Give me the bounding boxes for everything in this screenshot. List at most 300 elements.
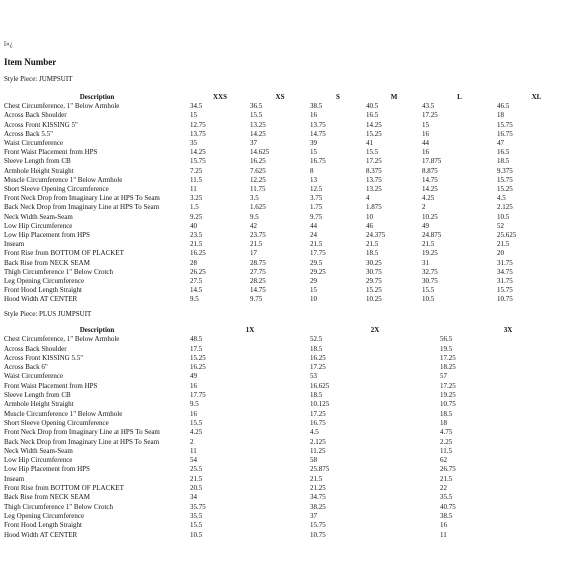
table-row xyxy=(4,157,576,166)
measurement-value: 16.25 xyxy=(190,249,206,258)
measurement-value: 17.875 xyxy=(422,157,442,166)
measurement-value: 29 xyxy=(310,277,317,286)
measurement-value: 3.75 xyxy=(310,194,323,203)
measurement-value: 4.75 xyxy=(440,428,453,437)
measurement-value: 10.75 xyxy=(310,530,326,539)
size-header: 3X xyxy=(503,326,513,334)
table-row xyxy=(4,249,576,258)
measurement-description: Low Hip Placement from HPS xyxy=(4,231,90,240)
measurement-value: 21.5 xyxy=(366,240,379,249)
measurement-value: 11 xyxy=(190,185,197,194)
measurement-value: 18.5 xyxy=(497,157,510,166)
measurement-value: 15.25 xyxy=(497,185,513,194)
measurement-value: 18 xyxy=(440,418,447,427)
measurement-description: Inseam xyxy=(4,240,25,249)
table-row xyxy=(4,465,576,474)
measurement-description: Front Neck Drop from Imaginary Line at HPS To Seam xyxy=(4,194,160,203)
measurement-value: 10.25 xyxy=(422,212,438,221)
measurement-value: 19.25 xyxy=(422,249,438,258)
measurement-value: 21.5 xyxy=(190,240,203,249)
measurement-value: 23.5 xyxy=(190,231,203,240)
description-header: Description xyxy=(79,93,115,101)
table-row xyxy=(4,240,576,249)
table-row xyxy=(4,345,576,354)
measurement-description: Back Rise from NECK SEAM xyxy=(4,493,90,502)
description-header: Description xyxy=(79,326,115,334)
measurement-description: Low Hip Placement from HPS xyxy=(4,465,90,474)
measurement-value: 13.25 xyxy=(366,185,382,194)
measurement-value: 25.875 xyxy=(310,465,330,474)
measurement-value: 11.5 xyxy=(440,446,452,455)
measurement-description: Chest Circumference, 1" Below Armhole xyxy=(4,335,120,344)
measurement-value: 13.75 xyxy=(190,129,206,138)
measurement-value: 1.75 xyxy=(310,203,323,212)
measurement-description: Front Rise from BOTTOM OF PLACKET xyxy=(4,484,124,493)
measurement-value: 31.75 xyxy=(497,277,513,286)
measurement-description: Hood Width AT CENTER xyxy=(4,295,78,304)
measurement-value: 16.25 xyxy=(190,363,206,372)
measurement-value: 16.75 xyxy=(497,129,513,138)
measurement-description: Neck Width Seam-Seam xyxy=(4,212,73,221)
table-row xyxy=(4,428,576,437)
jumpsuit-table-body xyxy=(4,102,576,304)
table-row xyxy=(4,335,576,344)
measurement-value: 14.25 xyxy=(250,129,266,138)
measurement-description: Neck Width Seam-Seam xyxy=(4,446,73,455)
measurement-value: 21.5 xyxy=(250,240,263,249)
measurement-value: 9.75 xyxy=(310,212,323,221)
measurement-value: 36.5 xyxy=(250,102,263,111)
measurement-description: Short Sleeve Opening Circumference xyxy=(4,185,109,194)
measurement-value: 17.5 xyxy=(190,344,203,353)
measurement-value: 16 xyxy=(190,409,197,418)
measurement-value: 34 xyxy=(190,493,197,502)
table-row xyxy=(4,222,576,231)
measurement-value: 18.5 xyxy=(366,249,379,258)
measurement-value: 15 xyxy=(422,120,429,129)
measurement-value: 12.5 xyxy=(310,185,323,194)
table-row xyxy=(4,456,576,465)
measurement-value: 17.25 xyxy=(310,363,326,372)
measurement-value: 17.75 xyxy=(190,391,206,400)
measurement-value: 28.75 xyxy=(250,258,266,267)
measurement-value: 37 xyxy=(310,511,317,520)
measurement-value: 8 xyxy=(310,166,314,175)
measurement-value: 14.75 xyxy=(310,129,326,138)
measurement-value: 11 xyxy=(190,446,197,455)
measurement-value: 21.5 xyxy=(310,240,323,249)
measurement-description: Armhole Height Straight xyxy=(4,400,74,409)
measurement-value: 26.75 xyxy=(440,465,456,474)
table-row xyxy=(4,493,576,502)
measurement-value: 30.75 xyxy=(366,267,382,276)
measurement-value: 18.5 xyxy=(440,409,453,418)
measurement-value: 58 xyxy=(310,456,317,465)
measurement-value: 18 xyxy=(497,111,504,120)
measurement-description: Across Back 5.5" xyxy=(4,129,53,138)
measurement-value: 16 xyxy=(422,148,429,157)
measurement-value: 53 xyxy=(310,372,317,381)
measurement-value: 10.75 xyxy=(440,400,456,409)
measurement-value: 40.75 xyxy=(440,502,456,511)
table-row xyxy=(4,277,576,286)
measurement-description: Hood Width AT CENTER xyxy=(4,530,78,539)
table-header-row xyxy=(4,326,576,335)
encoding-glyph: ï»¿ xyxy=(4,40,13,48)
measurement-description: Thigh Circumference 1" Below Crotch xyxy=(4,267,113,276)
measurement-value: 10 xyxy=(366,212,373,221)
measurement-value: 13.75 xyxy=(366,175,382,184)
measurement-value: 15.5 xyxy=(250,111,263,120)
table-row xyxy=(4,286,576,295)
measurement-value: 15.25 xyxy=(366,129,382,138)
table-row xyxy=(4,148,576,157)
measurement-value: 15.75 xyxy=(497,120,513,129)
measurement-value: 25.5 xyxy=(190,465,203,474)
measurement-value: 10 xyxy=(310,295,317,304)
measurement-value: 24 xyxy=(310,231,317,240)
measurement-value: 15.5 xyxy=(190,418,203,427)
table-row xyxy=(4,185,576,194)
measurement-value: 14.75 xyxy=(422,175,438,184)
measurement-value: 15.5 xyxy=(366,148,379,157)
measurement-value: 26.25 xyxy=(190,267,206,276)
measurement-description: Across Back Shoulder xyxy=(4,344,67,353)
measurement-value: 15.5 xyxy=(190,521,203,530)
table-row xyxy=(4,372,576,381)
measurement-value: 39 xyxy=(310,139,317,148)
table-row xyxy=(4,121,576,130)
measurement-description: Thigh Circumference 1" Below Crotch xyxy=(4,502,113,511)
measurement-value: 38.5 xyxy=(310,102,323,111)
measurement-value: 40 xyxy=(190,221,197,230)
size-header: 2X xyxy=(370,326,380,334)
table-row xyxy=(4,410,576,419)
measurement-value: 38.5 xyxy=(440,511,453,520)
measurement-value: 16.625 xyxy=(310,381,330,390)
measurement-value: 42 xyxy=(250,221,257,230)
measurement-value: 9.5 xyxy=(250,212,259,221)
size-header: M xyxy=(390,93,398,101)
measurement-value: 11.25 xyxy=(310,446,326,455)
measurement-value: 25.625 xyxy=(497,231,517,240)
measurement-description: Front Waist Placement from HPS xyxy=(4,381,98,390)
measurement-value: 29.75 xyxy=(366,277,382,286)
measurement-value: 15.75 xyxy=(190,157,206,166)
measurement-value: 24.375 xyxy=(366,231,386,240)
measurement-value: 15.75 xyxy=(497,175,513,184)
measurement-value: 28.25 xyxy=(250,277,266,286)
measurement-value: 44 xyxy=(422,139,429,148)
size-header: XXS xyxy=(212,93,227,101)
measurement-value: 20 xyxy=(497,249,504,258)
table-header-row xyxy=(4,93,576,102)
plus-jumpsuit-measurement-table xyxy=(4,326,576,540)
table-row xyxy=(4,512,576,521)
measurement-value: 15 xyxy=(310,286,317,295)
measurement-value: 13.75 xyxy=(310,120,326,129)
measurement-value: 18.5 xyxy=(310,391,323,400)
size-header: S xyxy=(336,93,340,101)
measurement-value: 31 xyxy=(422,258,429,267)
measurement-description: Front Waist Placement from HPS xyxy=(4,148,98,157)
measurement-description: Sleeve Length from CB xyxy=(4,391,71,400)
measurement-value: 10.5 xyxy=(422,295,435,304)
measurement-value: 52 xyxy=(497,221,504,230)
measurement-value: 41 xyxy=(366,139,373,148)
measurement-value: 56.5 xyxy=(440,335,453,344)
measurement-description: Across Back 6" xyxy=(4,363,48,372)
measurement-value: 15 xyxy=(190,111,197,120)
measurement-value: 12.25 xyxy=(250,175,266,184)
measurement-value: 3.5 xyxy=(250,194,259,203)
measurement-value: 16 xyxy=(190,381,197,390)
measurement-value: 52.5 xyxy=(310,335,323,344)
measurement-description: Armhole Height Straight xyxy=(4,166,74,175)
measurement-value: 16 xyxy=(310,111,317,120)
measurement-value: 4.5 xyxy=(497,194,506,203)
measurement-value: 15.25 xyxy=(190,353,206,362)
measurement-description: Chest Circumference, 1" Below Armhole xyxy=(4,102,120,111)
measurement-value: 57 xyxy=(440,372,447,381)
table-row xyxy=(4,531,576,540)
measurement-value: 11 xyxy=(440,530,447,539)
table-row xyxy=(4,213,576,222)
table-row xyxy=(4,295,576,304)
measurement-description: Inseam xyxy=(4,474,25,483)
measurement-description: Across Front KISSING 5" xyxy=(4,120,78,129)
measurement-value: 35 xyxy=(190,139,197,148)
measurement-value: 1.625 xyxy=(250,203,266,212)
measurement-value: 17.25 xyxy=(366,157,382,166)
measurement-value: 43.5 xyxy=(422,102,435,111)
measurement-value: 8.375 xyxy=(366,166,382,175)
measurement-description: Back Neck Drop from Imaginary Line at HPS To Seam xyxy=(4,203,160,212)
measurement-value: 1.875 xyxy=(366,203,382,212)
measurement-description: Across Front KISSING 5.5" xyxy=(4,353,84,362)
measurement-value: 16.25 xyxy=(310,353,326,362)
measurement-value: 21.5 xyxy=(310,474,323,483)
measurement-value: 35.5 xyxy=(190,511,203,520)
measurement-value: 19.25 xyxy=(440,391,456,400)
measurement-value: 34.5 xyxy=(190,102,203,111)
measurement-description: Short Sleeve Opening Circumference xyxy=(4,418,109,427)
measurement-value: 21.5 xyxy=(440,474,453,483)
size-header: XS xyxy=(275,93,285,101)
measurement-value: 22 xyxy=(440,484,447,493)
measurement-value: 13 xyxy=(310,175,317,184)
size-header: 1X xyxy=(245,326,255,334)
measurement-value: 1.5 xyxy=(190,203,199,212)
table-row xyxy=(4,382,576,391)
table-row xyxy=(4,438,576,447)
measurement-value: 24.875 xyxy=(422,231,442,240)
table-row xyxy=(4,363,576,372)
measurement-value: 30.25 xyxy=(366,258,382,267)
table-row xyxy=(4,111,576,120)
table-row xyxy=(4,203,576,212)
measurement-value: 2 xyxy=(190,437,194,446)
measurement-value: 17.75 xyxy=(310,249,326,258)
measurement-value: 2.25 xyxy=(440,437,453,446)
table-row xyxy=(4,521,576,530)
measurement-value: 16 xyxy=(422,129,429,138)
measurement-value: 34.75 xyxy=(310,493,326,502)
measurement-value: 16.5 xyxy=(497,148,510,157)
measurement-value: 15.75 xyxy=(310,521,326,530)
measurement-value: 32.75 xyxy=(422,267,438,276)
measurement-value: 30.75 xyxy=(422,277,438,286)
table-row xyxy=(4,447,576,456)
measurement-value: 16.25 xyxy=(250,157,266,166)
measurement-value: 10.125 xyxy=(310,400,330,409)
measurement-description: Front Rise from BOTTOM OF PLACKET xyxy=(4,249,124,258)
measurement-value: 14.5 xyxy=(190,286,203,295)
table-row xyxy=(4,259,576,268)
measurement-value: 46 xyxy=(366,221,373,230)
table-row xyxy=(4,268,576,277)
measurement-value: 10.5 xyxy=(190,530,203,539)
measurement-value: 14.25 xyxy=(190,148,206,157)
measurement-value: 62 xyxy=(440,456,447,465)
table-row xyxy=(4,102,576,111)
measurement-value: 16.75 xyxy=(310,418,326,427)
measurement-value: 40.5 xyxy=(366,102,379,111)
measurement-value: 19.5 xyxy=(440,344,453,353)
measurement-value: 9.375 xyxy=(497,166,513,175)
measurement-value: 49 xyxy=(190,372,197,381)
table-row xyxy=(4,167,576,176)
measurement-value: 9.5 xyxy=(190,400,199,409)
measurement-value: 2 xyxy=(422,203,426,212)
measurement-value: 46.5 xyxy=(497,102,510,111)
table-row xyxy=(4,354,576,363)
measurement-description: Front Neck Drop from Imaginary Line at HPS To Seam xyxy=(4,428,160,437)
measurement-value: 18.5 xyxy=(310,344,323,353)
measurement-value: 4 xyxy=(366,194,370,203)
measurement-value: 49 xyxy=(422,221,429,230)
measurement-value: 9.75 xyxy=(250,295,263,304)
measurement-description: Across Back Shoulder xyxy=(4,111,67,120)
measurement-value: 15.25 xyxy=(366,286,382,295)
measurement-value: 20.5 xyxy=(190,484,203,493)
measurement-value: 12.75 xyxy=(190,120,206,129)
measurement-description: Muscle Circumference 1" Below Armhole xyxy=(4,409,123,418)
table-row xyxy=(4,419,576,428)
measurement-value: 29.25 xyxy=(310,267,326,276)
measurement-description: Low Hip Circumference xyxy=(4,221,73,230)
table-row xyxy=(4,176,576,185)
measurement-value: 23.75 xyxy=(250,231,266,240)
measurement-value: 44 xyxy=(310,221,317,230)
measurement-value: 16.5 xyxy=(366,111,379,120)
measurement-value: 38.25 xyxy=(310,502,326,511)
measurement-value: 14.25 xyxy=(366,120,382,129)
measurement-value: 11.75 xyxy=(250,185,266,194)
measurement-value: 34.75 xyxy=(497,267,513,276)
measurement-value: 37 xyxy=(250,139,257,148)
size-header: L xyxy=(457,93,462,101)
measurement-value: 28 xyxy=(190,258,197,267)
measurement-value: 14.25 xyxy=(422,185,438,194)
table-row xyxy=(4,391,576,400)
measurement-value: 15 xyxy=(310,148,317,157)
measurement-value: 8.875 xyxy=(422,166,438,175)
table-row xyxy=(4,484,576,493)
measurement-value: 9.5 xyxy=(190,295,199,304)
measurement-value: 10.25 xyxy=(366,295,382,304)
measurement-value: 15.75 xyxy=(497,286,513,295)
measurement-value: 4.5 xyxy=(310,428,319,437)
table-row xyxy=(4,139,576,148)
measurement-value: 21.25 xyxy=(310,484,326,493)
measurement-description: Low Hip Circumference xyxy=(4,456,73,465)
measurement-value: 7.625 xyxy=(250,166,266,175)
measurement-description: Leg Opening Circumference xyxy=(4,511,85,520)
measurement-value: 4.25 xyxy=(190,428,203,437)
measurement-value: 17 xyxy=(250,249,257,258)
measurement-description: Back Neck Drop from Imaginary Line at HPS To Seam xyxy=(4,437,160,446)
table-row xyxy=(4,400,576,409)
measurement-description: Sleeve Length from CB xyxy=(4,157,71,166)
measurement-description: Back Rise from NECK SEAM xyxy=(4,258,90,267)
table-row xyxy=(4,475,576,484)
measurement-value: 21.5 xyxy=(422,240,435,249)
measurement-value: 14.75 xyxy=(250,286,266,295)
measurement-value: 21.5 xyxy=(190,474,203,483)
measurement-value: 29.5 xyxy=(310,258,323,267)
measurement-value: 17.25 xyxy=(310,409,326,418)
measurement-value: 27.75 xyxy=(250,267,266,276)
measurement-value: 14.625 xyxy=(250,148,270,157)
measurement-value: 27.5 xyxy=(190,277,203,286)
table-row xyxy=(4,231,576,240)
measurement-description: Waist Circumference xyxy=(4,372,64,381)
size-header: XL xyxy=(531,93,542,101)
measurement-value: 17.25 xyxy=(422,111,438,120)
measurement-value: 15.5 xyxy=(422,286,435,295)
measurement-value: 2.125 xyxy=(497,203,513,212)
measurement-value: 9.25 xyxy=(190,212,203,221)
measurement-value: 21.5 xyxy=(497,240,510,249)
table-row xyxy=(4,130,576,139)
jumpsuit-measurement-table xyxy=(4,93,576,305)
measurement-value: 2.125 xyxy=(310,437,326,446)
measurement-value: 10.5 xyxy=(497,212,510,221)
measurement-description: Front Hood Length Straight xyxy=(4,521,82,530)
measurement-value: 31.75 xyxy=(497,258,513,267)
measurement-description: Waist Circumference xyxy=(4,139,64,148)
measurement-value: 10.75 xyxy=(497,295,513,304)
measurement-value: 7.25 xyxy=(190,166,203,175)
table-row xyxy=(4,194,576,203)
measurement-value: 47 xyxy=(497,139,504,148)
measurement-value: 35.5 xyxy=(440,493,453,502)
measurement-value: 48.5 xyxy=(190,335,203,344)
measurement-description: Leg Opening Circumference xyxy=(4,277,85,286)
plus-jumpsuit-table-body xyxy=(4,335,576,540)
measurement-description: Muscle Circumference 1" Below Armhole xyxy=(4,175,123,184)
measurement-value: 16 xyxy=(440,521,447,530)
table-row xyxy=(4,503,576,512)
measurement-value: 17.25 xyxy=(440,381,456,390)
measurement-value: 13.25 xyxy=(250,120,266,129)
measurement-value: 17.25 xyxy=(440,353,456,362)
item-number-heading: Item Number xyxy=(4,57,57,67)
style-piece-plus-jumpsuit: Style Piece: PLUS JUMPSUIT xyxy=(4,310,92,318)
measurement-value: 54 xyxy=(190,456,197,465)
measurement-description: Front Hood Length Straight xyxy=(4,286,82,295)
